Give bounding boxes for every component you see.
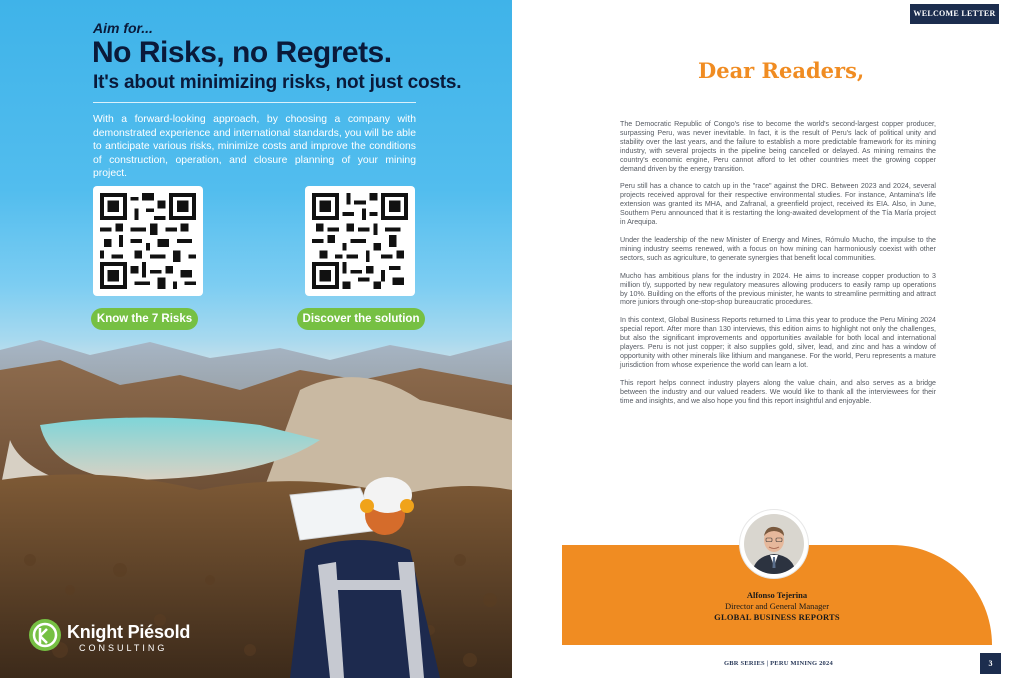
kp-logo-icon (27, 617, 63, 653)
signature-name: Alfonso Tejerina (746, 590, 808, 600)
know-the-risks-button[interactable]: Know the 7 Risks (91, 308, 198, 330)
divider (93, 102, 416, 103)
letter-body (620, 120, 936, 414)
author-portrait (744, 514, 804, 574)
page-number: 3 (980, 653, 1001, 674)
qr-code-risks[interactable] (93, 186, 203, 296)
letter-page (512, 0, 1024, 678)
letter-paragraph: The Democratic Republic of Congo's rise to become the world's second-largest copper producer, surpassing Peru, was never inevitable. In fact, it is the result of Peru's lack of political unity and stability over the last years, and the failure to establish a more predictable framework for its mining industry, with several projects in the pipeline being cancelled or delayed. As mining remains the country's economic engine, Peru cannot afford to let other countries meet the growing copper demand driven by the energy transition. (620, 120, 936, 173)
qr-code-solution[interactable] (305, 186, 415, 296)
signature-organization: GLOBAL BUSINESS REPORTS (714, 612, 840, 622)
signature-role: Director and General Manager (724, 601, 830, 611)
letter-paragraph: This report helps connect industry players along the value chain, and also serves as a bridge between the industry and our valued readers. We would like to thank all the interviewees for their time and insights, and we also hope you find this report insightful and enjoyable. (620, 378, 936, 405)
ad-headline: No Risks, no Regrets. (92, 36, 392, 69)
section-label: WELCOME LETTER (910, 4, 999, 24)
ad-body-text: With a forward-looking approach, by choosing a company with demonstrated experience and international standards, you will be able to anticipate various risks, minimize costs and improve the conditions of construction, operation, and closure planning of your mining project. (93, 114, 416, 180)
letter-paragraph: Under the leadership of the new Minister of Energy and Mines, Rómulo Mucho, the impulse to the mining industry seems renewed, with a focus on how mining can harmoniously coexist with other sectors, such as agriculture, to generate synergies that benefit local communities. (620, 235, 936, 262)
qr-code-icon (312, 193, 408, 289)
ad-subheadline: It's about minimizing risks, not just costs. (93, 72, 462, 93)
qr-code-icon (100, 193, 196, 289)
ad-kicker: Aim for... (93, 20, 153, 36)
brand-subtitle: CONSULTING (79, 643, 168, 653)
discover-solution-button[interactable]: Discover the solution (297, 308, 425, 330)
avatar (740, 510, 808, 578)
letter-paragraph: In this context, Global Business Reports returned to Lima this year to produce the Peru Mining 2024 special report. After more than 130 interviews, this edition aims to highlight not only the challenges, but also the significant improvements and opportunities available for both local and international players. Peru is not just copper; it also supplies gold, silver, lead, and zinc and has a window of opportunity with other minerals like lithium and manganese. For the world, Peru represents a mature jurisdiction from whose experience the world can learn a lot. (620, 316, 936, 369)
footer-series: GBR SERIES | PERU MINING 2024 (724, 660, 833, 667)
letter-title: Dear Readers, (698, 58, 865, 83)
brand-name: Knight Piésold (67, 622, 191, 642)
letter-paragraph: Mucho has ambitious plans for the industry in 2024. He aims to increase copper production to 3 million t/y, supported by new regulatory measures allowing producers to easily ramp up operations by 10%. Building on the efforts of the previous minister, he wants to streamline permitting and attract more juniors through one-stop-shop bureaucratic procedures. (620, 271, 936, 307)
letter-paragraph: Peru still has a chance to catch up in the "race" against the DRC. Between 2023 and 2024, several projects received approval for their respective environmental studies. For instance, Antamina's life extension was granted its MHA, and Zafranal, a greenfield project, received its EIA. Also, in June, Southern Peru announced that it is restarting the long-awaited development of the Tía María project in Arequipa. (620, 182, 936, 227)
